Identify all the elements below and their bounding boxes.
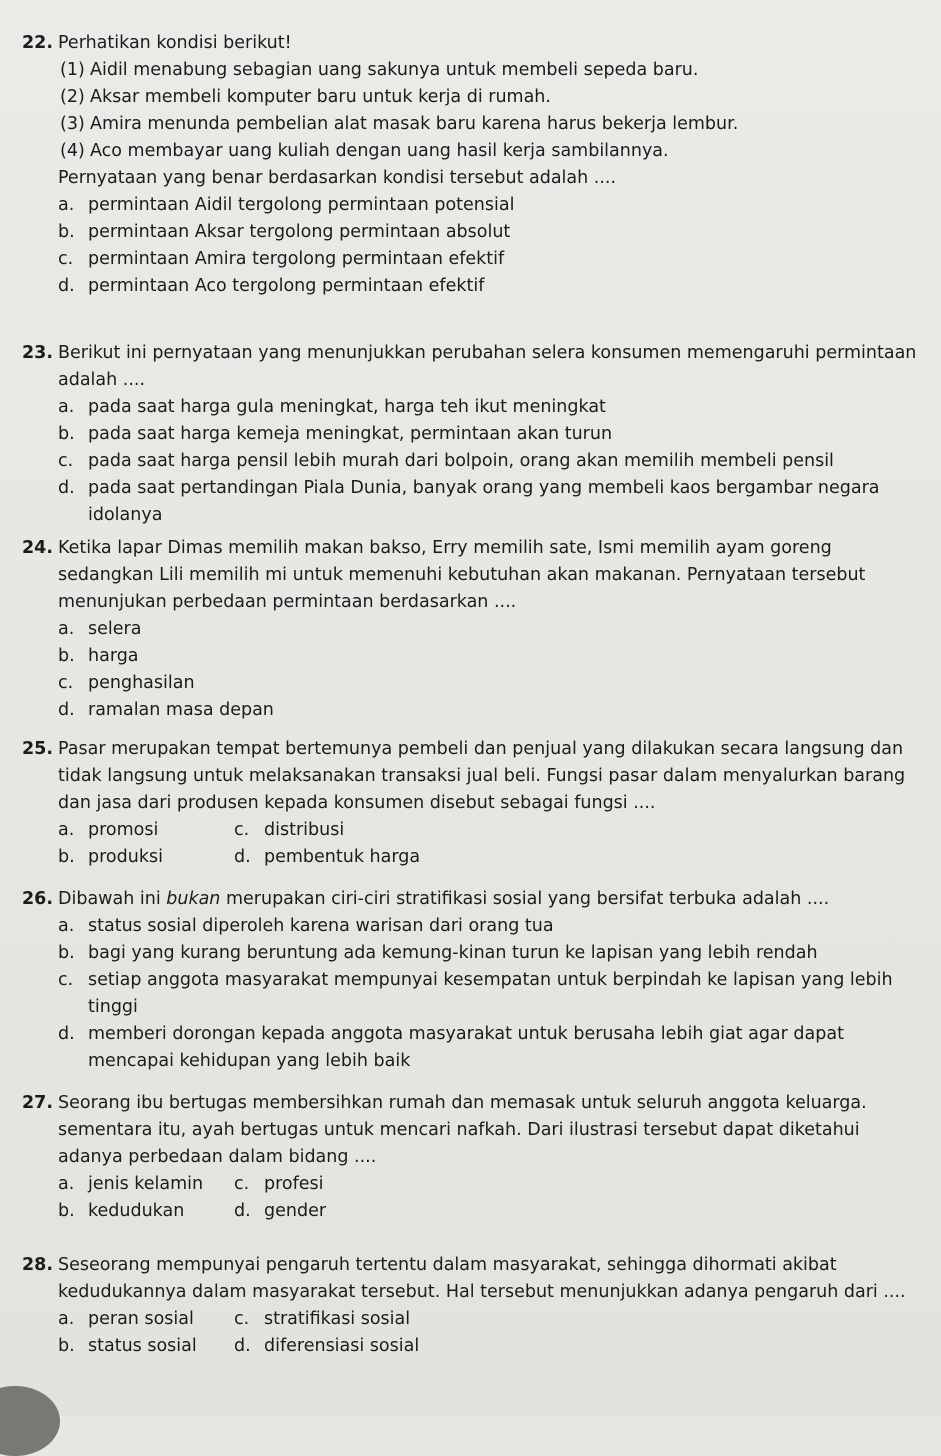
statement-label: (2) [60, 87, 85, 107]
question-number: 27. [22, 1093, 54, 1113]
option-label: d. [58, 478, 75, 498]
option-text: pada saat harga kemeja meningkat, permintaan akan turun [88, 424, 613, 444]
statement [60, 138, 922, 165]
option-b[interactable] [58, 219, 922, 246]
option-label: c. [58, 451, 74, 471]
question-number: 25. [22, 739, 54, 759]
option-label: a. [58, 1309, 75, 1329]
statement-text: Aco membayar uang kuliah dengan uang hasil kerja sambilannya. [90, 141, 669, 161]
option-text: permintaan Amira tergolong permintaan efektif [88, 249, 505, 269]
option-d[interactable] [234, 844, 922, 871]
option-label: a. [58, 195, 75, 215]
option-label: a. [58, 397, 75, 417]
question-text: Pernyataan yang benar berdasarkan kondisi tersebut adalah .... [58, 168, 617, 188]
option-d[interactable] [234, 1198, 922, 1225]
question-text-part: Dibawah ini [58, 889, 167, 909]
option-text: harga [88, 646, 139, 666]
option-a[interactable] [58, 192, 922, 219]
option-b[interactable] [58, 643, 922, 670]
option-c[interactable] [234, 817, 922, 844]
option-b[interactable] [58, 1333, 234, 1360]
question-28 [22, 1252, 922, 1360]
option-label: a. [58, 916, 75, 936]
question-number: 22. [22, 33, 54, 53]
option-text: stratifikasi sosial [264, 1309, 411, 1329]
question-27 [22, 1090, 922, 1225]
option-c[interactable] [58, 448, 922, 475]
option-label: b. [58, 847, 75, 867]
option-text: produksi [88, 847, 163, 867]
question-text: Seorang ibu bertugas membersihkan rumah dan memasak untuk seluruh anggota keluarga. sementara itu, ayah bertugas untuk mencari nafkah. Dari ilustrasi tersebut dapat diketahui adanya perbedaan dalam bidang .... [58, 1093, 867, 1167]
option-label: b. [58, 1336, 75, 1356]
option-b[interactable] [58, 940, 922, 967]
statement [60, 111, 922, 138]
option-label: a. [58, 619, 75, 639]
question-text [58, 886, 922, 913]
option-label: b. [58, 222, 75, 242]
statement-text: Amira menunda pembelian alat masak baru karena harus bekerja lembur. [90, 114, 739, 134]
question-23 [22, 340, 922, 529]
question-number: 26. [22, 889, 54, 909]
option-label: d. [234, 1201, 251, 1221]
option-c[interactable] [234, 1171, 922, 1198]
option-label: c. [58, 970, 74, 990]
option-text: peran sosial [88, 1309, 194, 1329]
option-text: pembentuk harga [264, 847, 421, 867]
option-label: d. [58, 276, 75, 296]
option-text: permintaan Aco tergolong permintaan efektif [88, 276, 485, 296]
option-b[interactable] [58, 844, 234, 871]
option-label: c. [234, 1174, 250, 1194]
option-label: d. [234, 847, 251, 867]
statement-text: Aidil menabung sebagian uang sakunya untuk membeli sepeda baru. [90, 60, 699, 80]
question-text: Seseorang mempunyai pengaruh tertentu dalam masyarakat, sehingga dihormati akibat kedudukannya dalam masyarakat tersebut. Hal tersebut menunjukkan adanya pengaruh dari .... [58, 1255, 906, 1302]
option-a[interactable] [58, 913, 922, 940]
option-label: d. [58, 1024, 75, 1044]
option-d[interactable] [58, 475, 922, 529]
option-text: selera [88, 619, 142, 639]
option-text: profesi [264, 1174, 324, 1194]
question-26 [22, 886, 922, 1075]
option-label: c. [234, 820, 250, 840]
option-text: status sosial diperoleh karena warisan dari orang tua [88, 916, 554, 936]
option-d[interactable] [58, 273, 922, 300]
option-a[interactable] [58, 1306, 234, 1333]
option-label: a. [58, 820, 75, 840]
question-number: 24. [22, 538, 54, 558]
option-text: kedudukan [88, 1201, 185, 1221]
option-text: gender [264, 1201, 327, 1221]
option-c[interactable] [58, 670, 922, 697]
option-b[interactable] [58, 421, 922, 448]
statement-label: (4) [60, 141, 85, 161]
option-a[interactable] [58, 394, 922, 421]
option-text: permintaan Aksar tergolong permintaan absolut [88, 222, 511, 242]
option-b[interactable] [58, 1198, 234, 1225]
option-text: diferensiasi sosial [264, 1336, 420, 1356]
option-label: b. [58, 1201, 75, 1221]
question-emphasis: bukan [166, 889, 221, 909]
option-text: pada saat pertandingan Piala Dunia, banyak orang yang membeli kaos bergambar negara idolanya [88, 478, 880, 525]
option-text: pada saat harga gula meningkat, harga teh ikut meningkat [88, 397, 606, 417]
question-text: Pasar merupakan tempat bertemunya pembeli dan penjual yang dilakukan secara langsung dan tidak langsung untuk melaksanakan transaksi jual beli. Fungsi pasar dalam menyalurkan barang dan jasa dari produsen kepada konsumen disebut sebagai fungsi .... [58, 739, 906, 813]
option-text: pada saat harga pensil lebih murah dari bolpoin, orang akan memilih membeli pensil [88, 451, 834, 471]
statement [60, 84, 922, 111]
option-label: c. [58, 673, 74, 693]
option-d[interactable] [234, 1333, 922, 1360]
option-label: a. [58, 1174, 75, 1194]
option-text: memberi dorongan kepada anggota masyarakat untuk berusaha lebih giat agar dapat mencapai kehidupan yang lebih baik [88, 1024, 844, 1071]
option-a[interactable] [58, 817, 234, 844]
option-d[interactable] [58, 697, 922, 724]
question-24 [22, 535, 922, 724]
question-text-part: merupakan ciri-ciri stratifikasi sosial yang bersifat terbuka adalah .... [220, 889, 830, 909]
option-label: c. [58, 249, 74, 269]
statement-label: (1) [60, 60, 85, 80]
option-label: b. [58, 424, 75, 444]
option-text: penghasilan [88, 673, 195, 693]
question-number: 23. [22, 343, 54, 363]
question-title: Perhatikan kondisi berikut! [58, 33, 292, 53]
question-text: Berikut ini pernyataan yang menunjukkan perubahan selera konsumen memengaruhi permintaan adalah .... [58, 343, 917, 390]
option-label: c. [234, 1309, 250, 1329]
question-number: 28. [22, 1255, 54, 1275]
option-a[interactable] [58, 1171, 234, 1198]
option-text: setiap anggota masyarakat mempunyai kesempatan untuk berpindah ke lapisan yang lebih tinggi [88, 970, 893, 1017]
option-c[interactable] [58, 246, 922, 273]
option-text: ramalan masa depan [88, 700, 274, 720]
option-label: d. [58, 700, 75, 720]
option-text: distribusi [264, 820, 345, 840]
option-text: bagi yang kurang beruntung ada kemung-kinan turun ke lapisan yang lebih rendah [88, 943, 818, 963]
question-22 [22, 30, 922, 300]
option-label: b. [58, 943, 75, 963]
statement-label: (3) [60, 114, 85, 134]
option-text: permintaan Aidil tergolong permintaan potensial [88, 195, 515, 215]
option-text: status sosial [88, 1336, 197, 1356]
option-c[interactable] [234, 1306, 922, 1333]
question-text: Ketika lapar Dimas memilih makan bakso, Erry memilih sate, Ismi memilih ayam goreng sedangkan Lili memilih mi untuk memenuhi kebutuhan akan makanan. Pernyataan tersebut menunjukan perbedaan permintaan berdasarkan .... [58, 538, 866, 612]
statement-text: Aksar membeli komputer baru untuk kerja di rumah. [90, 87, 551, 107]
statement [60, 57, 922, 84]
option-text: promosi [88, 820, 159, 840]
option-d[interactable] [58, 1021, 922, 1075]
option-label: d. [234, 1336, 251, 1356]
option-label: b. [58, 646, 75, 666]
corner-shadow [0, 1386, 60, 1456]
option-text: jenis kelamin [88, 1174, 204, 1194]
question-25 [22, 736, 922, 871]
option-a[interactable] [58, 616, 922, 643]
option-c[interactable] [58, 967, 922, 1021]
